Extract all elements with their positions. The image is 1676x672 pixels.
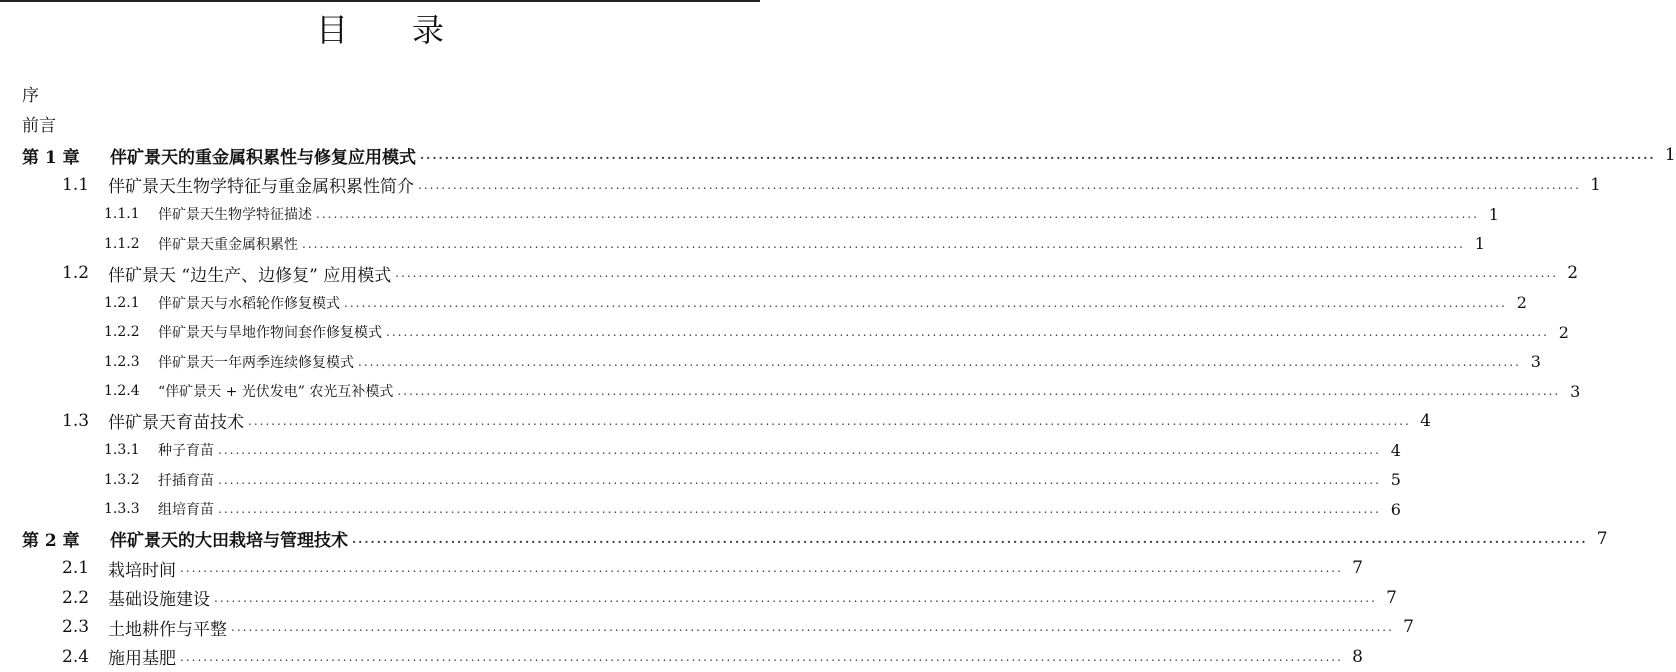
toc-entry-number: 1.2.3 xyxy=(104,353,140,370)
dot-leader: ........................................................................................................................................................................................................ xyxy=(397,384,1561,398)
toc-entry-level-2[interactable] xyxy=(0,553,1363,583)
toc-entry-number: 1.3 xyxy=(62,410,90,431)
front-matter-preface: 序 xyxy=(22,86,39,106)
toc-entry-level-3[interactable] xyxy=(0,376,1581,406)
toc-entry-number: 2.3 xyxy=(62,617,90,637)
toc-entry-level-3[interactable] xyxy=(0,229,1485,259)
toc-entry-title: 伴矿景天生物学特征描述 xyxy=(158,207,312,223)
toc-entry-title: 扦插育苗 xyxy=(158,472,214,489)
page-title: 目录 xyxy=(315,11,508,49)
toc-entry-page-number: 6 xyxy=(1390,499,1401,519)
toc-entry-title: 基础设施建设 xyxy=(108,590,210,610)
toc-entry-page-number: 2 xyxy=(1516,293,1527,312)
dot-leader: ........................................................................................................................................................................................................ xyxy=(180,649,1343,664)
dot-leader: ........................................................................................................................................................................................................ xyxy=(214,590,1377,605)
toc-entry-title: 伴矿景天育苗技术 xyxy=(108,413,244,433)
toc-entry-number: 2.2 xyxy=(62,587,90,608)
toc-entry-title: 种子育苗 xyxy=(158,443,214,459)
toc-entry-level-3[interactable] xyxy=(0,435,1401,465)
toc-entry-number: 1.1.1 xyxy=(104,206,140,222)
toc-entry-page-number: 1 xyxy=(1664,145,1676,165)
toc-entry-page-number: 8 xyxy=(1352,646,1363,667)
toc-entry-level-2[interactable] xyxy=(0,583,1397,613)
front-matter-foreword: 前言 xyxy=(22,116,56,136)
toc-entry-level-1[interactable] xyxy=(0,140,1676,170)
toc-entry-title: 伴矿景天与旱地作物间套作修复模式 xyxy=(158,325,382,341)
dot-leader: ........................................................................................................................................................................................................ xyxy=(386,325,1549,339)
dot-leader: ........................................................................................................................................................................................................ xyxy=(344,295,1507,310)
toc-entry-level-3[interactable] xyxy=(0,347,1541,377)
toc-entry-page-number: 7 xyxy=(1403,617,1414,637)
toc-entry-number: 1.2 xyxy=(62,263,90,283)
dot-leader: ........................................................................................................................................................................................................ xyxy=(218,443,1381,457)
toc-entry-number: 1.2.1 xyxy=(104,294,140,311)
dot-leader: ........................................................................................................................................................................................................ xyxy=(231,620,1394,634)
toc-entry-number: 第 2 章 xyxy=(22,531,80,551)
toc-entry-number: 1.2.2 xyxy=(104,324,140,340)
toc-entry-title: 伴矿景天与水稻轮作修复模式 xyxy=(158,295,340,312)
toc-entry-title: 伴矿景天一年两季连续修复模式 xyxy=(158,354,354,371)
toc-entry-page-number: 7 xyxy=(1352,558,1363,578)
toc-entry-level-3[interactable] xyxy=(0,288,1527,318)
toc-entry-page-number: 7 xyxy=(1386,587,1397,608)
dot-leader: ........................................................................................................................................................................................................ xyxy=(352,531,1588,546)
toc-entry-title: 施用基肥 xyxy=(108,649,176,669)
toc-entry-title: 栽培时间 xyxy=(108,560,176,581)
toc-entry-level-2[interactable] xyxy=(0,406,1431,436)
dot-leader: ........................................................................................................................................................................................................ xyxy=(218,472,1381,487)
toc-entry-page-number: 7 xyxy=(1596,528,1608,549)
toc-entry-level-2[interactable] xyxy=(0,612,1414,642)
dot-leader: ........................................................................................................................................................................................................ xyxy=(420,148,1656,162)
toc-entry-page-number: 4 xyxy=(1420,410,1431,431)
toc-entry-number: 1.1 xyxy=(62,174,90,195)
toc-entry-number: 2.1 xyxy=(62,558,90,578)
toc-entry-number: 1.3.1 xyxy=(104,442,140,458)
toc-entry-level-2[interactable] xyxy=(0,642,1363,672)
toc-entry-number: 1.3.2 xyxy=(104,471,140,488)
toc-entry-page-number: 2 xyxy=(1567,263,1579,283)
toc-entry-title: 土地耕作与平整 xyxy=(108,619,227,640)
dot-leader: ........................................................................................................................................................................................................ xyxy=(316,207,1479,221)
toc-entry-level-3[interactable] xyxy=(0,317,1569,347)
toc-entry-level-2[interactable] xyxy=(0,170,1601,200)
toc-entry-page-number: 2 xyxy=(1558,322,1569,342)
dot-leader: ........................................................................................................................................................................................................ xyxy=(218,502,1381,516)
toc-entry-title: 伴矿景天生物学特征与重金属积累性简介 xyxy=(108,177,414,197)
toc-entry-page-number: 1 xyxy=(1590,174,1601,195)
toc-entry-title: 伴矿景天的大田栽培与管理技术 xyxy=(110,531,348,551)
toc-entry-level-1[interactable] xyxy=(0,524,1608,554)
dot-leader: ........................................................................................................................................................................................................ xyxy=(180,561,1343,575)
toc-entry-title: “伴矿景天 + 光伏发电” 农光互补模式 xyxy=(158,384,394,400)
toc-entry-page-number: 5 xyxy=(1390,470,1401,489)
toc-entry-title: 组培育苗 xyxy=(158,502,214,518)
toc-entry-page-number: 3 xyxy=(1530,352,1541,371)
toc-entry-title: 伴矿景天的重金属积累性与修复应用模式 xyxy=(110,147,416,168)
toc-entry-page-number: 3 xyxy=(1570,381,1581,401)
toc-entry-title: 伴矿景天 “边生产、边修复” 应用模式 xyxy=(108,265,392,286)
toc-entry-page-number: 1 xyxy=(1488,204,1499,224)
toc-entry-level-3[interactable] xyxy=(0,199,1499,229)
toc-entry-number: 1.2.4 xyxy=(104,383,140,399)
toc-entry-number: 2.4 xyxy=(62,646,90,667)
dot-leader: ........................................................................................................................................................................................................ xyxy=(358,354,1521,369)
dot-leader: ........................................................................................................................................................................................................ xyxy=(248,413,1411,428)
top-rule xyxy=(0,0,760,2)
dot-leader: ........................................................................................................................................................................................................ xyxy=(395,266,1559,280)
toc-entry-page-number: 1 xyxy=(1474,234,1485,253)
toc-entry-level-3[interactable] xyxy=(0,465,1401,495)
toc-entry-level-3[interactable] xyxy=(0,494,1401,524)
toc-entry-title: 伴矿景天重金属积累性 xyxy=(158,236,298,253)
dot-leader: ........................................................................................................................................................................................................ xyxy=(302,236,1465,251)
toc-entry-number: 1.1.2 xyxy=(104,235,140,252)
dot-leader: ........................................................................................................................................................................................................ xyxy=(418,177,1581,192)
toc-entry-level-2[interactable] xyxy=(0,258,1579,288)
toc-entry-page-number: 4 xyxy=(1390,440,1401,460)
toc-entry-number: 第 1 章 xyxy=(22,147,80,168)
toc-entry-number: 1.3.3 xyxy=(104,501,140,517)
